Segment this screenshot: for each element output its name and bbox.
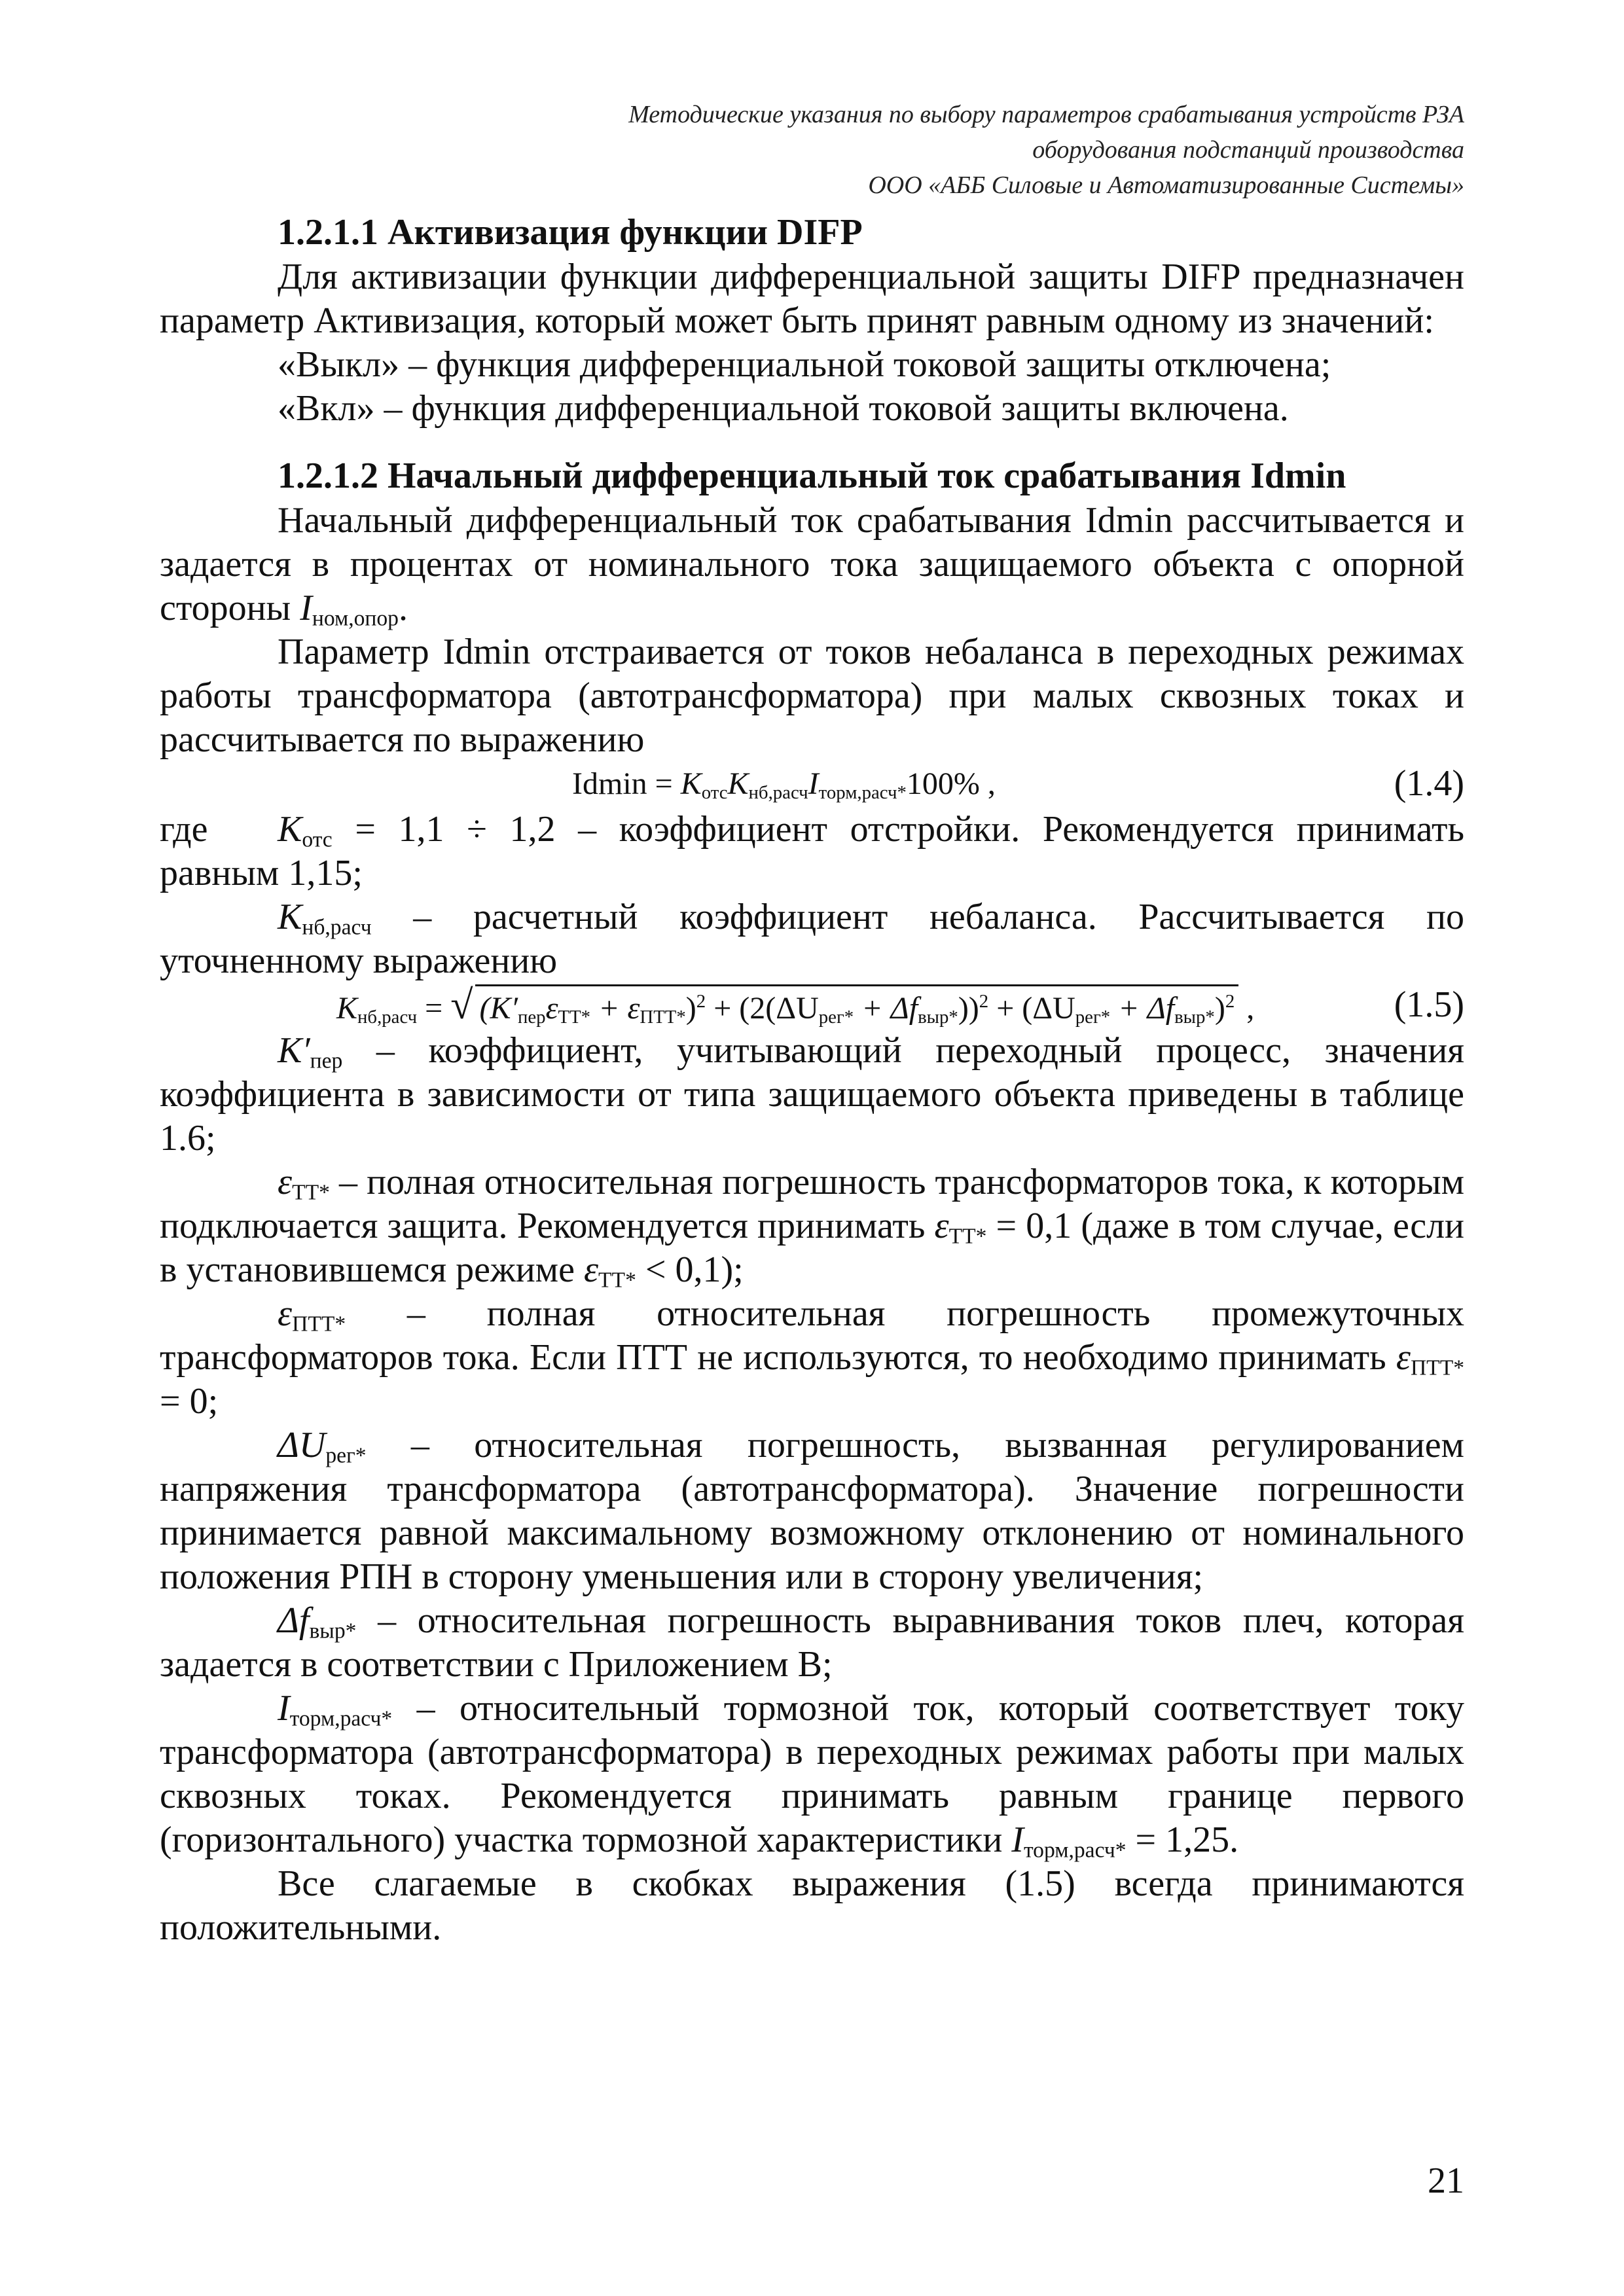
paragraph-activation: Для активизации функции дифференциальной защиты DIFP предназначен параметр Активизация, который может быть принят равным одному из значений: (160, 257, 1464, 341)
page-body (160, 209, 1464, 1950)
paragraph-kotc: где $K_{отс} = 1,1 \div 1,2$ – коэффициент отстройки. Рекомендуется принимать равным 1,15; (160, 809, 1464, 893)
page-number: 21 (1428, 2161, 1464, 2201)
paragraph-du: $\Delta U_{рег*}$ – относительная погрешность, вызванная регулированием напряжения трансформатора (автотрансформатора). Значение погрешности принимается равной максимальному возможному отклонению от номинального положения РПН в сторону уменьшения или в сторону увеличения; (160, 1425, 1464, 1597)
paragraph-itorm: $I_{торм,расч*}$ – относительный тормозной ток, который соответствует току трансформатора (автотрансформатора) в переходных режимах работы при малых сквозных токах. Рекомендуется принимать равным границе первого (горизонтального) участка тормозной характеристики $I_{торм,расч*} = 1,25$. (160, 1688, 1464, 1863)
paragraph-knb: $K_{нб,расч}$ – расчетный коэффициент небаланса. Рассчитывается по уточненному выражению (160, 897, 1464, 981)
paragraph-idmin-detuning: Параметр Idmin отстраивается от токов небаланса в переходных режимах работы трансформатора (автотрансформатора) при малых сквозных токах и рассчитывается по выражению (160, 632, 1464, 760)
formula-1-5-number: (1.5) (1394, 984, 1464, 1025)
paragraph-ett: $\varepsilon_{ТТ*}$ – полная относительная погрешность трансформаторов тока, к которым подключается защита. Рекомендуется принимать $\varepsilon_{ТТ*} = 0,1$ (даже в том случае, если в установившемся режиме $\varepsilon_{ТТ*} < 0,1$); (160, 1162, 1464, 1293)
paragraph-eptt: $\varepsilon_{ПТТ*}$ – полная относительная погрешность промежуточных трансформаторов тока. Если ПТТ не используются, то необходимо принимать $\varepsilon_{ПТТ*} = 0$; (160, 1293, 1464, 1422)
header-line-3: ООО «АББ Силовые и Автоматизированные Системы» (868, 171, 1464, 199)
paragraph-idmin-intro: Начальный дифференциальный ток срабатывания Idmin рассчитывается и задается в процентах от номинального тока защищаемого объекта с опорной стороны $I_{ном,опор}$. (160, 500, 1464, 631)
paragraph-positive-terms: Все слагаемые в скобках выражения (1.5) всегда принимаются положительными. (160, 1863, 1464, 1948)
header-line-1: Методические указания по выбору параметров срабатывания устройств РЗА (628, 101, 1464, 128)
paragraph-df: $\Delta f_{выр*}$ – относительная погрешность выравнивания токов плеч, которая задается в соответствии с Приложением В; (160, 1600, 1464, 1685)
paragraph-kper: $K'_{пер}$ – коэффициент, учитывающий переходный процесс, значения коэффициента в зависимости от типа защищаемого объекта приведены в таблице 1.6; (160, 1030, 1464, 1158)
header-line-2: оборудования подстанций производства (1032, 136, 1464, 164)
running-header (628, 97, 1464, 203)
formula-1-5 (160, 983, 1464, 1029)
section-heading-idmin: 1.2.1.2 Начальный дифференциальный ток срабатывания Idmin (278, 456, 1346, 496)
paragraph-off: «Выкл» – функция дифференциальной токовой защиты отключена; (278, 344, 1331, 385)
formula-1-5-expression: $K_{нб,расч}$ = √ $(K'_{пер}\varepsilon_{ТТ*} + \varepsilon_{ПТТ*})^2 + (2(\Delta U_{рег*} + \Delta f_{выр*}))^2 + (\Delta U_{рег*} + \Delta f_{выр*})^2$ , (336, 983, 1254, 1030)
sqrt-icon: √ (450, 982, 473, 1028)
formula-1-4 (160, 762, 1464, 808)
formula-1-4-number: (1.4) (1394, 763, 1464, 804)
formula-1-4-expression: $Idmin = K_{отс}K_{нб,расч}I_{торм,расч*}100\%$ , (572, 766, 996, 804)
paragraph-on: «Вкл» – функция дифференциальной токовой защиты включена. (278, 388, 1289, 429)
section-heading-difp: 1.2.1.1 Активизация функции DIFP (278, 212, 863, 253)
